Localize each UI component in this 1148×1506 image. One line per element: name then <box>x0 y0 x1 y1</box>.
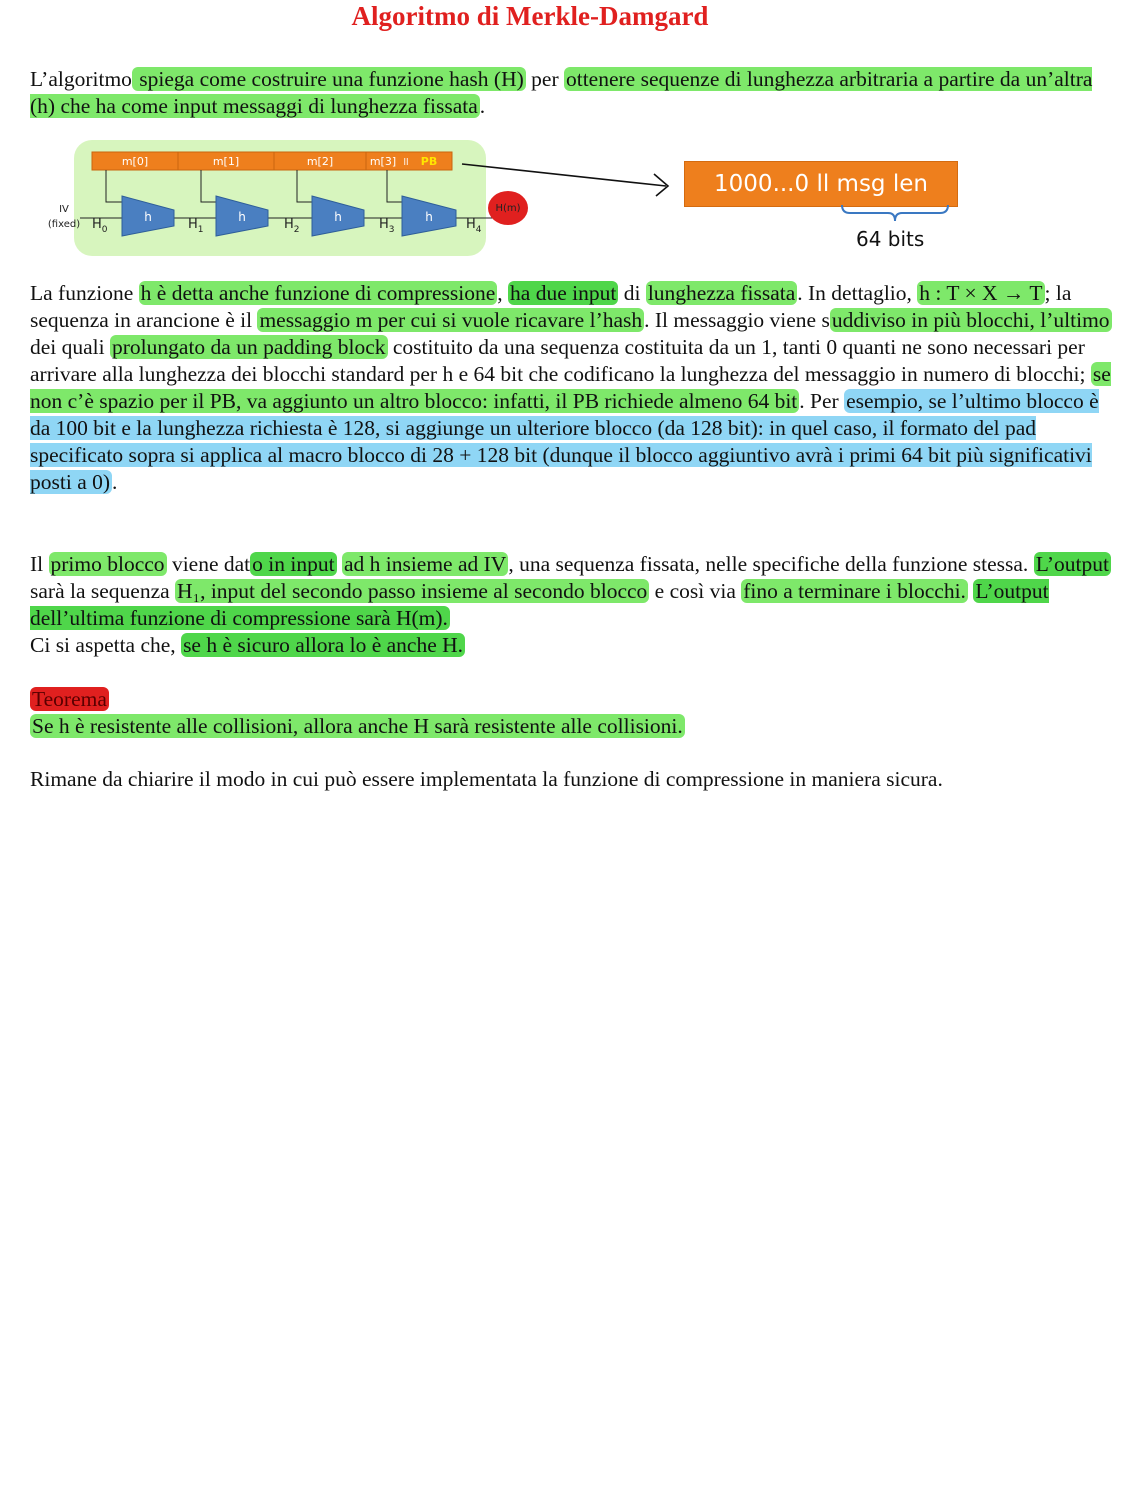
highlight: prolungato da un padding block <box>112 335 386 359</box>
h-state: $H_4$ <box>466 217 482 235</box>
highlight: ad h insieme ad IV <box>343 552 507 576</box>
highlight: fino a terminare i blocchi. <box>743 579 966 603</box>
intro-text: per <box>525 67 564 91</box>
text: di <box>618 281 646 305</box>
separator-label: ll <box>403 158 409 168</box>
text: , <box>497 281 509 305</box>
highlight: messaggio m per cui si vuole ricavare l’hash <box>259 308 643 332</box>
text: ; la sequenza in arancione è il <box>30 281 1072 332</box>
h-label: h <box>334 210 342 224</box>
pb-label: PB <box>420 155 438 168</box>
block-label: m[0] <box>121 155 149 168</box>
text: sarà la sequenza <box>30 579 176 603</box>
h-label: h <box>238 210 246 224</box>
highlight: ottenere sequenze di lunghezza arbitraria a partire da un’altra (h) che ha come input messaggi di lunghezza fissata <box>30 67 1093 118</box>
iv-label: IV <box>59 204 69 215</box>
block-label: m[2] <box>306 155 334 168</box>
intro-text: . <box>479 94 486 118</box>
h-state: $H_0$ <box>92 217 108 235</box>
text: . Il messaggio viene s <box>644 308 830 332</box>
bits-label: 64 bits <box>856 227 925 251</box>
intro-paragraph <box>30 66 1112 120</box>
text: . Per <box>799 389 845 413</box>
theorem-label: Teorema <box>32 687 107 711</box>
text: , una sequenza fissata, nelle specifiche della funzione stessa. <box>508 552 1034 576</box>
h-state: $H_3$ <box>379 217 395 235</box>
text: La funzione <box>30 281 139 305</box>
text: Ci si aspetta che, <box>30 633 182 657</box>
padding-block: 1000...0 ll msg len <box>684 161 958 207</box>
text: . In dettaglio, <box>797 281 918 305</box>
padding-detail <box>660 155 980 255</box>
highlight: ha due input <box>510 281 617 305</box>
process-paragraph <box>30 551 1112 659</box>
h-label: h <box>425 210 433 224</box>
highlight: h è detta anche funzione di compressione <box>140 281 496 305</box>
bits-brace <box>840 203 950 223</box>
highlight: se h è sicuro allora lo è anche H. <box>183 633 464 657</box>
iv-note: (fixed) <box>47 219 81 230</box>
pad-arrow <box>460 150 675 210</box>
highlight-blue: esempio, se l’ultimo blocco è da 100 bit e la lunghezza richiesta è 128, si aggiunge un ulteriore blocco (da 128 bit): in quel caso, il formato del pad specificato sopra si applica al macro blocco di 28 + 128 bit (dunque il blocco aggiuntivo avrà i primi 64 bit più significativi posti a 0) <box>30 389 1099 494</box>
text: dei quali <box>30 335 111 359</box>
output-label: H(m) <box>495 203 521 214</box>
block-label: m[1] <box>212 155 240 168</box>
highlight: L’output dell’ultima funzione di compressione sarà H(m). <box>30 579 1049 630</box>
text: . <box>112 470 118 494</box>
page-title: Algoritmo di Merkle-Damgard <box>351 1 709 31</box>
highlight: primo blocco <box>50 552 165 576</box>
highlight: h : T × X → T <box>919 281 1043 305</box>
theorem <box>30 686 1112 740</box>
highlight: lunghezza fissata <box>647 281 796 305</box>
theorem-text: Se h è resistente alle collisioni, allora anche H sarà resistente alle collisioni. <box>32 714 683 738</box>
highlight: se non c’è spazio per il PB, va aggiunto un altro blocco: infatti, il PB richiede almeno 64 bit <box>30 362 1111 413</box>
highlight: uddiviso in più blocchi, l’ultimo <box>831 308 1110 332</box>
text: viene dat <box>166 552 251 576</box>
text: e così via <box>649 579 742 603</box>
closing-paragraph: Rimane da chiarire il modo in cui può essere implementata la funzione di compressione in maniera sicura. <box>30 767 943 791</box>
compression-paragraph <box>30 280 1112 496</box>
text: Il <box>30 552 49 576</box>
highlight: L’output <box>1035 552 1109 576</box>
highlight: H₁, input del secondo passo insieme al secondo blocco <box>177 579 648 603</box>
h-state: $H_1$ <box>188 217 204 235</box>
block-label: m[3] <box>369 155 397 168</box>
highlight: spiega come costruire una funzione hash (H) <box>133 67 524 91</box>
h-label: h <box>144 210 152 224</box>
highlight: o in input <box>252 552 335 576</box>
intro-text: L’algoritmo <box>30 67 132 91</box>
h-state: $H_2$ <box>284 217 300 235</box>
text: costituito da una sequenza costituita da un 1, tanti 0 quanti ne sono necessari per arrivare alla lunghezza dei blocchi standard per h e 64 bit che codificano la lunghezza del messaggio in numero di blocchi; <box>30 335 1091 386</box>
